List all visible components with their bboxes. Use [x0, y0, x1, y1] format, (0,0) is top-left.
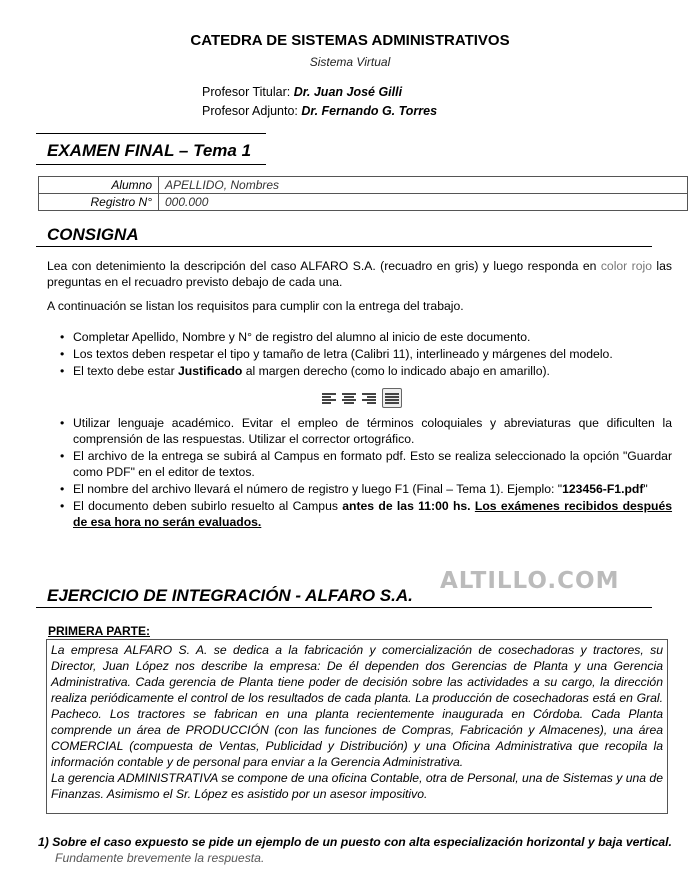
list-text: El nombre del archivo llevará el número de registro y luego F1 (Final – Tema 1). Ejemplo: " — [73, 482, 563, 496]
align-justify-icon[interactable] — [382, 388, 402, 408]
list-item: • Los textos deben respetar el tipo y tamaño de letra (Calibri 11), interlineado y márgenes del modelo. — [73, 346, 672, 362]
consigna-title: CONSIGNA — [47, 225, 139, 244]
ejercicio-title: EJERCICIO DE INTEGRACIÓN - ALFARO S.A. — [47, 586, 413, 605]
primera-parte-label: PRIMERA PARTE: — [48, 624, 150, 638]
consigna-paragraph-2: A continuación se listan los requisitos para cumplir con la entrega del trabajo. — [47, 299, 464, 313]
case-paragraph-2: La gerencia ADMINISTRATIVA se compone de una oficina Contable, otra de Personal, una de Sistemas y una de Finanzas. Asimismo el Sr. López es asistido por un asesor impositivo. — [51, 771, 663, 801]
consigna-text: las preguntas en el recuadro previsto debajo de cada una. — [47, 259, 673, 289]
course-subtitle: Sistema Virtual — [309, 55, 391, 69]
list-bold-text: antes de las 11:00 hs. — [342, 499, 471, 513]
professor-titular-name: Dr. Juan José Gilli — [293, 85, 403, 99]
list-underlined-text: Los exámenes recibidos después de esa hora no serán evaluados. — [73, 499, 673, 529]
list-item — [73, 363, 672, 379]
requirements-list — [47, 329, 672, 380]
list-text: El texto debe estar — [73, 364, 179, 378]
alumno-value[interactable]: APELLIDO, Nombres — [159, 177, 688, 194]
professor-adjunto-name: Dr. Fernando G. Torres — [301, 104, 438, 118]
table-row — [39, 177, 688, 194]
course-title: CATEDRA DE SISTEMAS ADMINISTRATIVOS — [190, 32, 510, 49]
align-right-icon[interactable] — [362, 391, 376, 405]
question-number: 1) — [38, 835, 53, 849]
alumno-label: Alumno — [39, 177, 159, 194]
registro-label: Registro N° — [39, 194, 159, 211]
consigna-rule — [36, 246, 652, 247]
list-item — [73, 498, 672, 530]
list-item: • Completar Apellido, Nombre y N° de registro del alumno al inicio de este documento. — [73, 329, 672, 345]
professor-titular — [202, 85, 402, 99]
align-center-icon[interactable] — [342, 391, 356, 405]
exam-title-top-rule — [36, 133, 266, 134]
ejercicio-rule — [36, 607, 652, 608]
exam-title-bottom-rule — [36, 164, 266, 165]
registro-value[interactable]: 000.000 — [159, 194, 688, 211]
list-text: El documento deben subirlo resuelto al Campus — [73, 499, 343, 513]
requirements-list-2 — [47, 415, 672, 531]
professor-adjunto-label: Profesor Adjunto: — [202, 104, 302, 118]
red-color-text: color rojo — [600, 259, 652, 273]
list-bold-text: 123456-F1.pdf — [562, 482, 644, 496]
case-paragraph-1: La empresa ALFARO S. A. se dedica a la fabricación y comercialización de cosechadoras y tractores, su Director, Juan López nos describe la empresa: De él dependen dos Gerencias de Planta y una Gerencia Administrativa. Cada gerencia de Planta tiene poder de decisión sobre las actividades a su cargo, la dirección realiza periódicamente el control de los resultados de cada planta. La producción de cosechadoras está en Gral. Pacheco. Los tractores se fabrican en una planta recientemente inaugurada en Córdoba. Cada Planta comprende un área de PRODUCCIÓN (con las funciones de Compras, Fabricación y Almacenes), una área COMERCIAL (compuesta de Ventas, Publicidad y Distribución) y una Oficina Administrativa que recopila la información contable y de personal para enviar a la Gerencia Administrativa. — [51, 643, 663, 769]
professor-adjunto — [202, 104, 437, 118]
professor-titular-label: Profesor Titular: — [202, 85, 294, 99]
watermark: ALTILLO.COM — [440, 568, 620, 594]
alignment-toolbar — [322, 388, 402, 408]
list-item: • Utilizar lenguaje académico. Evitar el empleo de términos coloquiales y abreviaturas que dificulten la comprensión de las respuestas. Utilizar el corrector ortográfico. — [73, 415, 672, 447]
question-text: Sobre el caso expuesto se pide un ejemplo de un puesto con alta especialización horizontal y baja vertical. — [52, 835, 672, 849]
question-1 — [38, 834, 672, 866]
align-left-icon[interactable] — [322, 391, 336, 405]
case-description-box — [46, 639, 668, 814]
table-row — [39, 194, 688, 211]
exam-title: EXAMEN FINAL – Tema 1 — [47, 141, 252, 160]
student-table — [38, 176, 688, 211]
list-text: " — [643, 482, 648, 496]
consigna-text: Lea con detenimiento la descripción del caso ALFARO S.A. (recuadro en gris) y luego responda en — [47, 259, 601, 273]
question-subtext: Fundamente brevemente la respuesta. — [55, 851, 265, 865]
list-item — [73, 481, 672, 497]
list-text: al margen derecho (como lo indicado abajo en amarillo). — [242, 364, 550, 378]
list-item: • El archivo de la entrega se subirá al Campus en formato pdf. Esto se realiza seleccionado la opción "Guardar como PDF" en el editor de textos. — [73, 448, 672, 480]
list-bold-text: Justificado — [178, 364, 243, 378]
consigna-paragraph-1 — [47, 258, 672, 290]
